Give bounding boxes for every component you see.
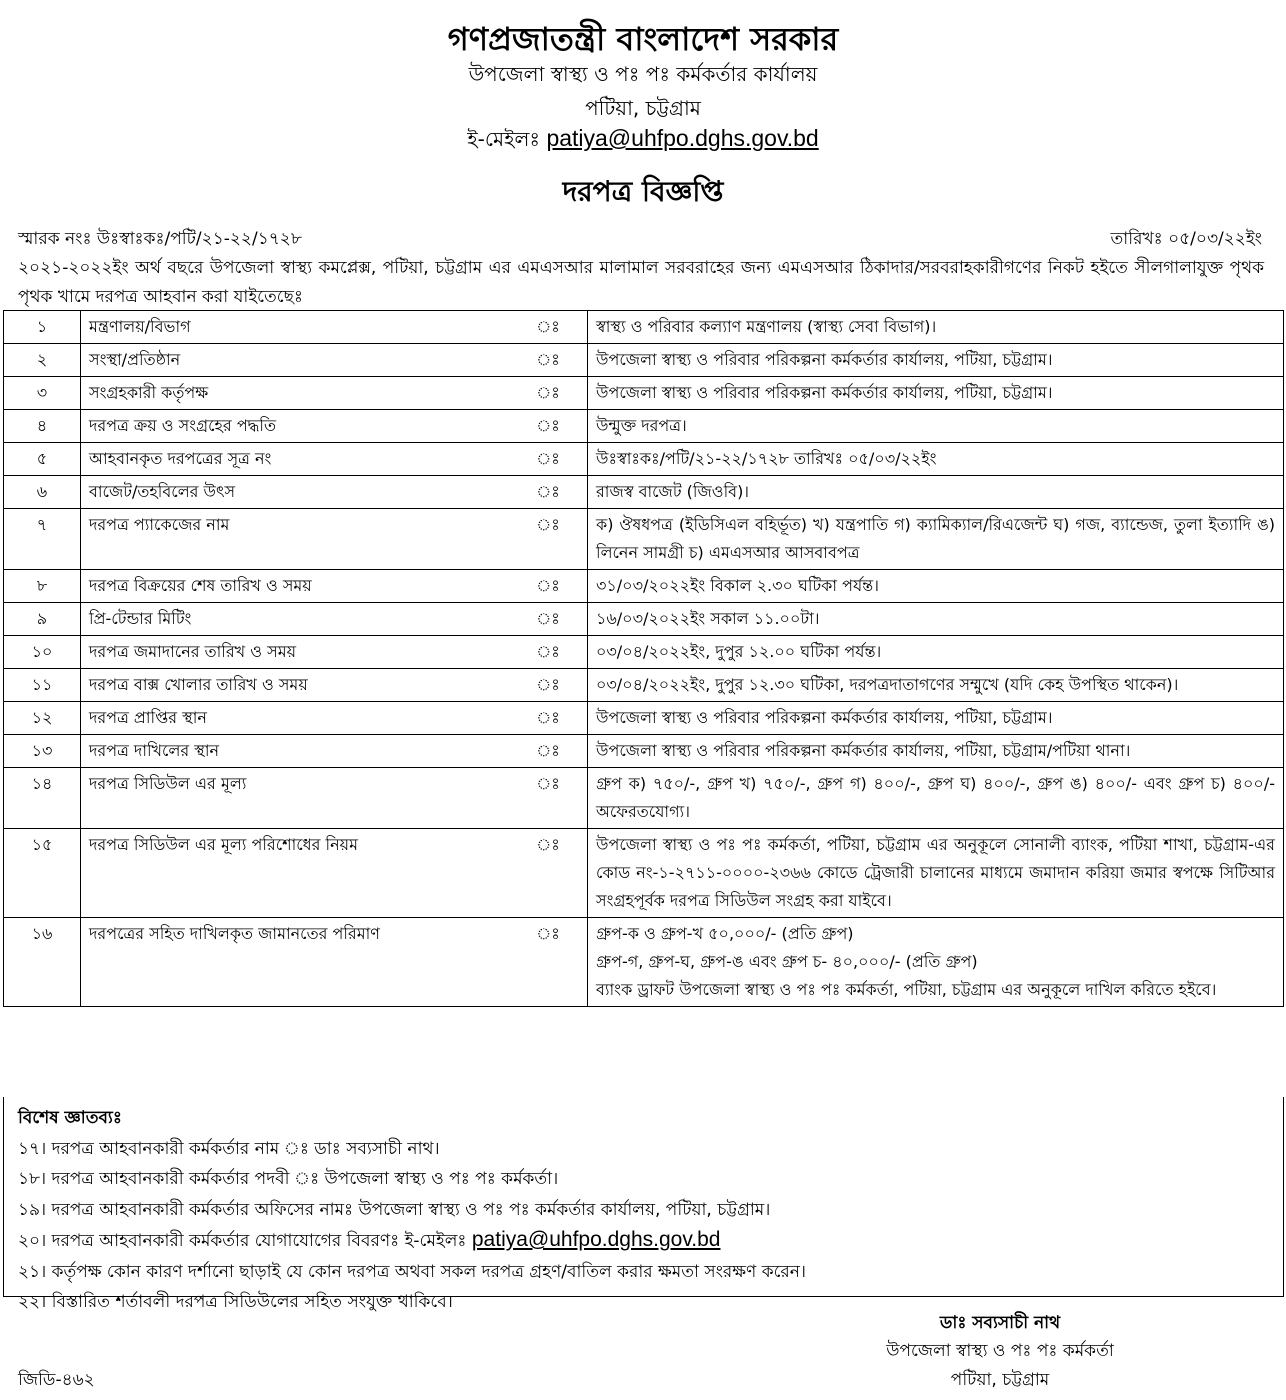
row-label: প্রি-টেন্ডার মিটিং — [81, 603, 510, 636]
row-number: ৩ — [4, 377, 81, 410]
table-row — [4, 443, 1284, 476]
row-number: ১৫ — [4, 829, 81, 918]
table-row — [4, 603, 1284, 636]
row-colon: ঃ — [509, 344, 588, 377]
row-value: উপজেলা স্বাস্থ্য ও পঃ পঃ কর্মকর্তা, পটিয়া, চট্টগ্রাম এর অনুকূলে সোনালী ব্যাংক, পটিয়া শাখা, চট্টগ্রাম-এর কোড নং-১-২৭১১-০০০০-২৩৬৬ কোডে ট্রেজারী চালানের মাধ্যমে জমাদান করিয়া জমার স্বপক্ষে সিটিআর সংগ্রহপূর্বক দরপত্র সিডিউল সংগ্রহ করা যাইবে। — [588, 829, 1284, 918]
row-label: বাজেট/তহবিলের উৎস — [81, 476, 510, 509]
row-colon: ঃ — [509, 735, 588, 768]
table-row — [4, 636, 1284, 669]
tender-details-table — [3, 310, 1284, 1007]
notice-date: তারিখঃ ০৫/০৩/২২ইং — [1110, 229, 1262, 249]
row-number: ১৩ — [4, 735, 81, 768]
row-label: মন্ত্রণালয়/বিভাগ — [81, 311, 510, 344]
government-title: গণপ্রজাতন্ত্রী বাংলাদেশ সরকার — [447, 20, 839, 58]
row-number: ২ — [4, 344, 81, 377]
row-label: সংগ্রহকারী কর্তৃপক্ষ — [81, 377, 510, 410]
row-colon: ঃ — [509, 636, 588, 669]
row-colon: ঃ — [509, 768, 588, 829]
email-label: ই-মেইলঃ — [467, 127, 541, 151]
note-20-text: ২০। দরপত্র আহবানকারী কর্মকর্তার যোগাযোগের বিবরণঃ ই-মেইলঃ — [18, 1231, 467, 1251]
row-value: ক) ঔষধপত্র (ইডিসিএল বহির্ভূত) খ) যন্ত্রপাতি গ) ক্যামিক্যাল/রিএজেন্ট ঘ) গজ, ব্যান্ডেজ, তুলা ইত্যাদি ঙ) লিনেন সামগ্রী চ) এমএসআর আসবাবপত্র — [588, 509, 1284, 570]
office-name: উপজেলা স্বাস্থ্য ও পঃ পঃ কর্মকর্তার কার্যালয় — [468, 62, 818, 86]
memo-number: স্মারক নংঃ উঃস্বাঃকঃ/পটি/২১-২২/১৭২৮ — [18, 229, 302, 249]
row-number: ৯ — [4, 603, 81, 636]
row-colon: ঃ — [509, 669, 588, 702]
special-notes — [3, 1097, 1284, 1312]
table-row — [4, 702, 1284, 735]
note-19: ১৯। দরপত্র আহবানকারী কর্মকর্তার অফিসের নামঃ উপজেলা স্বাস্থ্য ও পঃ পঃ কর্মকর্তার কার্যালয়, পটিয়া, চট্টগ্রাম। — [18, 1199, 771, 1220]
row-value: উন্মুক্ত দরপত্র। — [588, 410, 1284, 443]
row-value: উপজেলা স্বাস্থ্য ও পরিবার পরিকল্পনা কর্মকর্তার কার্যালয়, পটিয়া, চট্টগ্রাম/পটিয়া থানা। — [588, 735, 1284, 768]
row-value: স্বাস্থ্য ও পরিবার কল্যাণ মন্ত্রণালয় (স্বাস্থ্য সেবা বিভাগ)। — [588, 311, 1284, 344]
row-number: ১২ — [4, 702, 81, 735]
row-colon: ঃ — [509, 509, 588, 570]
email-line — [0, 125, 1286, 158]
row-colon: ঃ — [509, 476, 588, 509]
row-value: গ্রুপ ক) ৭৫০/-, গ্রুপ খ) ৭৫০/-, গ্রুপ গ) ৪০০/-, গ্রুপ ঘ) ৪০০/-, গ্রুপ ঙ) ৪০০/- এবং গ্রুপ চ) ৪০০/- অফেরতযোগ্য। — [588, 768, 1284, 829]
office-location: পটিয়া, চট্টগ্রাম — [585, 96, 701, 120]
row-value: ০৩/০৪/২০২২ইং, দুপুর ১২.৩০ ঘটিকা, দরপত্রদাতাগণের সম্মুখে (যদি কেহ উপস্থিত থাকেন)। — [588, 669, 1284, 702]
row-label: আহবানকৃত দরপত্রের সূত্র নং — [81, 443, 510, 476]
row-label: দরপত্র প্রাপ্তির স্থান — [81, 702, 510, 735]
row-number: ১৬ — [4, 918, 81, 1007]
table-row — [4, 768, 1284, 829]
row-label: দরপত্র প্যাকেজের নাম — [81, 509, 510, 570]
email-link[interactable]: patiya@uhfpo.dghs.gov.bd — [546, 125, 819, 151]
row-colon: ঃ — [509, 443, 588, 476]
table-row — [4, 377, 1284, 410]
row-value: ১৬/০৩/২০২২ইং সকাল ১১.০০টা। — [588, 603, 1284, 636]
row-value-line: গ্রুপ-ক ও গ্রুপ-খ ৫০,০০০/- (প্রতি গ্রুপ) — [596, 924, 854, 943]
row-label: দরপত্র সিডিউল এর মূল্য — [81, 768, 510, 829]
row-colon: ঃ — [509, 570, 588, 603]
table-row — [4, 735, 1284, 768]
row-colon: ঃ — [509, 829, 588, 918]
note-20 — [18, 1225, 1269, 1257]
row-number: ৫ — [4, 443, 81, 476]
signatory-location: পটিয়া, চট্টগ্রাম — [950, 1370, 1050, 1390]
gd-code: জিডি-৪৬২ — [18, 1370, 95, 1390]
row-label: দরপত্র সিডিউল এর মূল্য পরিশোধের নিয়ম — [81, 829, 510, 918]
intro-paragraph: ২০২১-২০২২ইং অর্থ বছরে উপজেলা স্বাস্থ্য কমপ্লেক্স, পটিয়া, চট্টগ্রাম এর এমএসআর মালামাল সরবরাহের জন্য এমএসআর ঠিকাদার/সরবরাহকারীগণের নিকট হইতে সীলগালাযুক্ত পৃথক পৃথক খামে দরপত্র আহবান করা যাইতেছেঃ — [18, 258, 1264, 307]
row-number: ৭ — [4, 509, 81, 570]
row-value: উঃস্বাঃকঃ/পটি/২১-২২/১৭২৮ তারিখঃ ০৫/০৩/২২ইং — [588, 443, 1284, 476]
row-label: দরপত্র বাক্স খোলার তারিখ ও সময় — [81, 669, 510, 702]
row-colon: ঃ — [509, 377, 588, 410]
row-number: ৮ — [4, 570, 81, 603]
table-row — [4, 918, 1284, 1007]
row-label: দরপত্র বিক্রয়ের শেষ তারিখ ও সময় — [81, 570, 510, 603]
row-value: উপজেলা স্বাস্থ্য ও পরিবার পরিকল্পনা কর্মকর্তার কার্যালয়, পটিয়া, চট্টগ্রাম। — [588, 702, 1284, 735]
row-label: দরপত্র ক্রয় ও সংগ্রহের পদ্ধতি — [81, 410, 510, 443]
row-label: দরপত্র জমাদানের তারিখ ও সময় — [81, 636, 510, 669]
row-value: ৩১/০৩/২০২২ইং বিকাল ২.৩০ ঘটিকা পর্যন্ত। — [588, 570, 1284, 603]
row-number: ৬ — [4, 476, 81, 509]
row-value: ০৩/০৪/২০২২ইং, দুপুর ১২.০০ ঘটিকা পর্যন্ত। — [588, 636, 1284, 669]
signatory-designation: উপজেলা স্বাস্থ্য ও পঃ পঃ কর্মকর্তা — [886, 1341, 1114, 1361]
row-label: দরপত্রের সহিত দাখিলকৃত জামানতের পরিমাণ — [81, 918, 510, 1007]
note-21: ২১। কর্তৃপক্ষ কোন কারণ দর্শানো ছাড়াই যে কোন দরপত্র অথবা সকল দরপত্র গ্রহণ/বাতিল করার ক্ষমতা সংরক্ষণ করেন। — [18, 1261, 806, 1282]
row-value-line: ব্যাংক ড্রাফট উপজেলা স্বাস্থ্য ও পঃ পঃ কর্মকর্তা, পটিয়া, চট্টগ্রাম এর অনুকূলে দাখিল করিতে হইবে। — [596, 980, 1217, 999]
row-colon: ঃ — [509, 918, 588, 1007]
table-row — [4, 410, 1284, 443]
table-row — [4, 509, 1284, 570]
row-number: ১ — [4, 311, 81, 344]
row-number: ১৪ — [4, 768, 81, 829]
row-label: দরপত্র দাখিলের স্থান — [81, 735, 510, 768]
table-row — [4, 344, 1284, 377]
note-20-email-link[interactable]: patiya@uhfpo.dghs.gov.bd — [471, 1228, 721, 1251]
note-18: ১৮। দরপত্র আহবানকারী কর্মকর্তার পদবী ঃ উপজেলা স্বাস্থ্য ও পঃ পঃ কর্মকর্তা। — [18, 1169, 559, 1189]
row-number: ১০ — [4, 636, 81, 669]
row-colon: ঃ — [509, 603, 588, 636]
row-colon: ঃ — [509, 311, 588, 344]
row-value — [588, 918, 1284, 1007]
note-22: ২২। বিস্তারিত শর্তাবলী দরপত্র সিডিউলের সহিত সংযুক্ত থাকিবে। — [18, 1292, 453, 1312]
notice-title: দরপত্র বিজ্ঞপ্তি — [562, 175, 724, 208]
row-label: সংস্থা/প্রতিষ্ঠান — [81, 344, 510, 377]
signatory-name: ডাঃ সব্যসাচী নাথ — [939, 1313, 1061, 1333]
row-number: ১১ — [4, 669, 81, 702]
row-value: রাজস্ব বাজেট (জিওবি)। — [588, 476, 1284, 509]
notes-heading: বিশেষ জ্ঞাতব্যঃ — [18, 1108, 122, 1128]
row-value: উপজেলা স্বাস্থ্য ও পরিবার পরিকল্পনা কর্মকর্তার কার্যালয়, পটিয়া, চট্টগ্রাম। — [588, 377, 1284, 410]
table-row — [4, 476, 1284, 509]
table-row — [4, 311, 1284, 344]
row-value: উপজেলা স্বাস্থ্য ও পরিবার পরিকল্পনা কর্মকর্তার কার্যালয়, পটিয়া, চট্টগ্রাম। — [588, 344, 1284, 377]
table-row — [4, 570, 1284, 603]
row-colon: ঃ — [509, 410, 588, 443]
row-value-line: গ্রুপ-গ, গ্রুপ-ঘ, গ্রুপ-ঙ এবং গ্রুপ চ- ৪০,০০০/- (প্রতি গ্রুপ) — [596, 952, 978, 971]
note-17: ১৭। দরপত্র আহবানকারী কর্মকর্তার নাম ঃ ডাঃ সব্যসাচী নাথ। — [18, 1138, 440, 1159]
table-row — [4, 829, 1284, 918]
table-row — [4, 669, 1284, 702]
row-number: ৪ — [4, 410, 81, 443]
row-colon: ঃ — [509, 702, 588, 735]
